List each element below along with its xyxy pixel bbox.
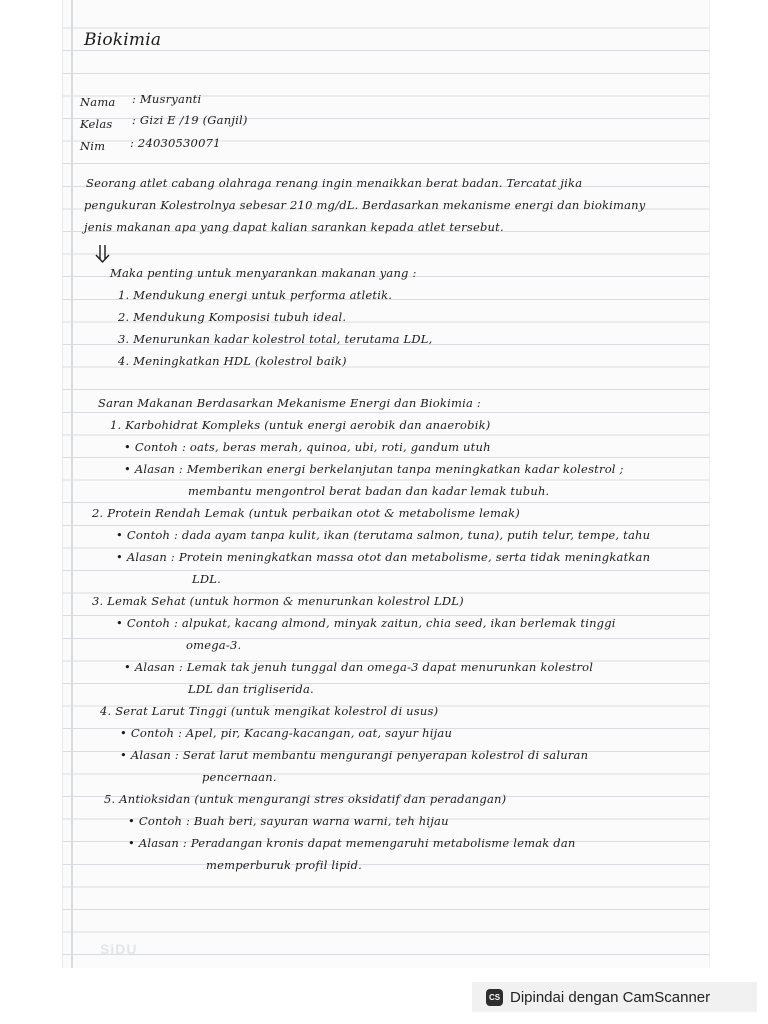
kelas-label: Kelas xyxy=(80,117,113,131)
intro-point: 3. Menurunkan kadar kolestrol total, terutama LDL, xyxy=(118,332,433,346)
section-alasan-cont: LDL dan trigliserida. xyxy=(188,682,314,696)
section-title: 1. Karbohidrat Kompleks (untuk energi aerobik dan anaerobik) xyxy=(110,418,491,432)
section-contoh: • Contoh : dada ayam tanpa kulit, ikan (terutama salmon, tuna), putih telur, tempe, tahu xyxy=(116,528,651,542)
section-contoh: • Contoh : oats, beras merah, quinoa, ubi, roti, gandum utuh xyxy=(124,440,491,454)
section-contoh: • Contoh : Apel, pir, Kacang-kacangan, oat, sayur hijau xyxy=(120,726,453,740)
question-line: pengukuran Kolestrolnya sebesar 210 mg/dL. Berdasarkan mekanisme energi dan biokimany xyxy=(84,198,646,212)
intro-point: 4. Meningkatkan HDL (kolestrol baik) xyxy=(118,354,347,368)
camscanner-badge xyxy=(472,982,757,1012)
margin-line xyxy=(71,0,73,968)
section-alasan: • Alasan : Peradangan kronis dapat memengaruhi metabolisme lemak dan xyxy=(128,836,576,850)
nim-value: : 24030530071 xyxy=(130,136,221,150)
camscanner-text: Dipindai dengan CamScanner xyxy=(510,988,711,1006)
section-alasan-cont: memperburuk profil lipid. xyxy=(206,858,363,872)
page-title: Biokimia xyxy=(84,30,162,50)
section-alasan: • Alasan : Lemak tak jenuh tunggal dan omega-3 dapat menurunkan kolestrol xyxy=(124,660,594,674)
intro-point: 2. Mendukung Komposisi tubuh ideal. xyxy=(118,310,347,324)
question-line: Seorang atlet cabang olahraga renang ingin menaikkan berat badan. Tercatat jika xyxy=(86,176,583,190)
section-title: 3. Lemak Sehat (untuk hormon & menurunkan kolestrol LDL) xyxy=(92,594,464,608)
section-alasan-cont: LDL. xyxy=(192,572,221,586)
section-alasan: • Alasan : Serat larut membantu mengurangi penyerapan kolestrol di saluran xyxy=(120,748,589,762)
section-title: 4. Serat Larut Tinggi (untuk mengikat kolestrol di usus) xyxy=(100,704,439,718)
intro-point: 1. Mendukung energi untuk performa atletik. xyxy=(118,288,393,302)
section-contoh-cont: omega-3. xyxy=(186,638,242,652)
section-alasan: • Alasan : Memberikan energi berkelanjutan tanpa meningkatkan kadar kolestrol ; xyxy=(124,462,624,476)
camscanner-logo-icon: CS xyxy=(486,989,503,1006)
section-title: 5. Antioksidan (untuk mengurangi stres oksidatif dan peradangan) xyxy=(104,792,507,806)
notebook-brand-watermark: SiDU xyxy=(100,941,138,957)
kelas-value: : Gizi E /19 (Ganjil) xyxy=(132,113,248,127)
double-arrow-down-icon xyxy=(94,244,112,264)
question-line: jenis makanan apa yang dapat kalian sarankan kepada atlet tersebut. xyxy=(84,220,504,234)
section-contoh: • Contoh : alpukat, kacang almond, minyak zaitun, chia seed, ikan berlemak tinggi xyxy=(116,616,616,630)
section-alasan-cont: membantu mengontrol berat badan dan kadar lemak tubuh. xyxy=(188,484,550,498)
section-title: 2. Protein Rendah Lemak (untuk perbaikan otot & metabolisme lemak) xyxy=(92,506,520,520)
section-alasan-cont: pencernaan. xyxy=(202,770,277,784)
section-alasan: • Alasan : Protein meningkatkan massa otot dan metabolisme, serta tidak meningkatkan xyxy=(116,550,651,564)
nama-value: : Musryanti xyxy=(132,92,202,106)
nim-label: Nim xyxy=(80,139,106,153)
section-contoh: • Contoh : Buah beri, sayuran warna warni, teh hijau xyxy=(128,814,449,828)
intro-heading: Maka penting untuk menyarankan makanan yang : xyxy=(110,266,417,280)
saran-heading: Saran Makanan Berdasarkan Mekanisme Energi dan Biokimia : xyxy=(98,396,481,410)
nama-label: Nama xyxy=(80,95,116,109)
